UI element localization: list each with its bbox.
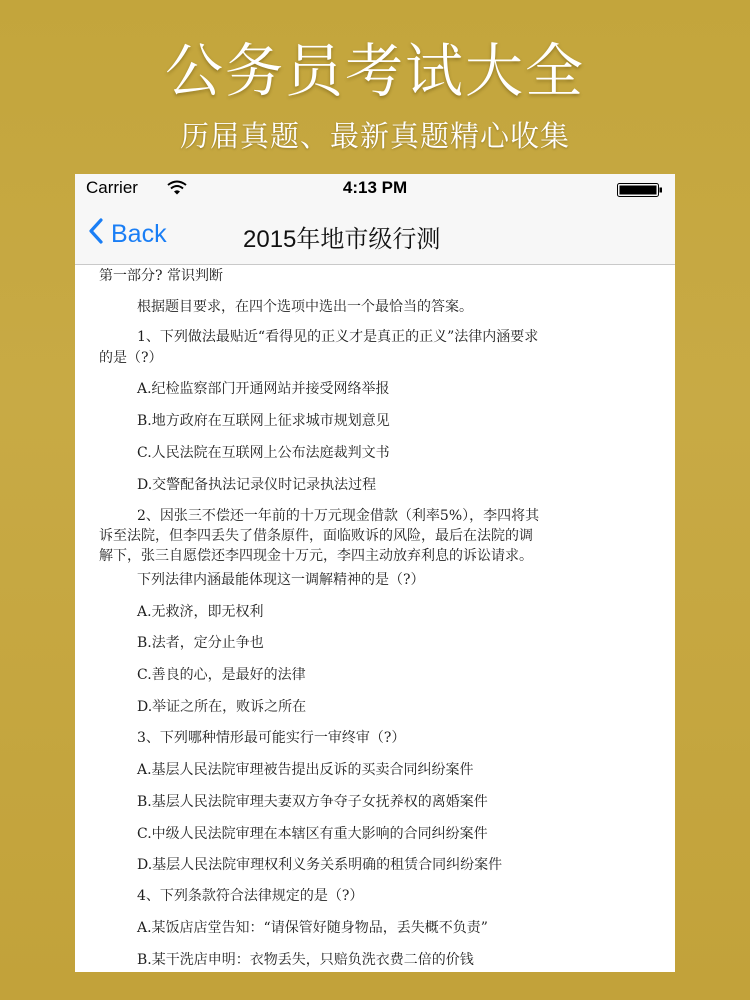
status-time: 4:13 PM [342, 178, 408, 197]
question-stem: 4、下列条款符合法律规定的是（?） [137, 888, 364, 904]
document-content[interactable] [75, 265, 675, 972]
option-item: A.无救济，即无权利 [137, 604, 264, 620]
option-item: B.法者，定分止争也 [137, 635, 264, 651]
promo-title: 公务员考试大全 [164, 37, 585, 105]
phone-screen [75, 174, 675, 972]
carrier-label: Carrier [86, 178, 138, 197]
question-prompt: 下列法律内涵最能体现这一调解精神的是（?） [137, 572, 425, 588]
question-stem: 2、因张三不偿还一年前的十万元现金借款（利率5%），李四将其 [137, 508, 540, 524]
back-button[interactable] [89, 216, 167, 252]
question-stem: 1、下列做法最贴近“看得见的正义才是真正的正义”法律内涵要求 [137, 329, 539, 345]
option-item: A.纪检监察部门开通网站并接受网络举报 [137, 381, 390, 397]
section-heading: 第一部分? 常识判断 [99, 268, 223, 284]
option-item: B.某干洗店申明：衣物丢失，只赔负洗衣费二倍的价钱 [137, 952, 474, 968]
option-item: C.善良的心，是最好的法律 [137, 667, 306, 683]
option-item: D.基层人民法院审理权利义务关系明确的租赁合同纠纷案件 [137, 857, 503, 873]
option-item: A.基层人民法院审理被告提出反诉的买卖合同纠纷案件 [137, 762, 474, 778]
option-item: B.基层人民法院审理夫妻双方争夺子女抚养权的离婚案件 [137, 794, 488, 810]
option-item: B.地方政府在互联网上征求城市规划意见 [137, 413, 390, 429]
page-title: 2015年地市级行测 [243, 226, 441, 253]
option-item: D.交警配备执法记录仪时记录执法过程 [137, 477, 377, 493]
navigation-bar [75, 202, 675, 265]
instruction-text: 根据题目要求，在四个选项中选出一个最恰当的答案。 [137, 299, 473, 315]
battery-icon [617, 182, 663, 202]
question-stem: 3、下列哪种情形最可能实行一审终审（?） [137, 730, 406, 746]
promo-subtitle: 历届真题、最新真题精心收集 [179, 119, 570, 153]
option-item: D.举证之所在，败诉之所在 [137, 699, 307, 715]
chevron-left-icon [89, 218, 103, 251]
question-stem: 诉至法院，但李四丢失了借条原件，面临败诉的风险，最后在法院的调 [99, 528, 533, 544]
option-item: C.人民法院在互联网上公布法庭裁判文书 [137, 445, 390, 461]
status-bar [75, 174, 675, 202]
option-item: A.某饭店店堂告知：“请保管好随身物品，丢失概不负责” [137, 920, 488, 936]
option-item: C.中级人民法院审理在本辖区有重大影响的合同纠纷案件 [137, 826, 488, 842]
back-label: Back [111, 219, 167, 248]
question-stem: 的是（?） [99, 350, 163, 366]
question-stem: 解下，张三自愿偿还李四现金十万元，李四主动放弃利息的诉讼请求。 [99, 548, 533, 564]
